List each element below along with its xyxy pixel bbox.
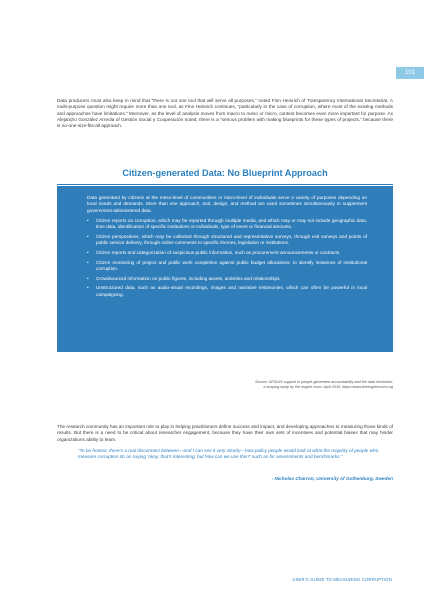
- bullet-text: Citizen monitoring of project and public work completion against public budget allocations, to identify instances of institutional corruption.: [96, 259, 367, 271]
- source-line-2: a scoping study by the engine room. April 2016, https://www.theengineroom.org: [263, 385, 393, 390]
- bullet-icon: •: [87, 275, 89, 281]
- bullet-icon: •: [87, 233, 89, 239]
- bullet-icon: •: [87, 217, 89, 223]
- list-item: [87, 218, 367, 231]
- quote-attribution: - Nicholas Charron, University of Gothenburg, Sweden: [271, 476, 393, 481]
- running-footer: USER’S GUIDE TO MEASURING CORRUPTION: [292, 577, 392, 582]
- pull-quote: “To be honest, there’s a real disconnect between—and I can see it very clearly—how policy people would look at what the majority of people who measure corruption do as saying ‘okay, that’s interesting, but how can we use this?’ such as for assessments and benchmarks.”: [78, 448, 379, 460]
- bullet-icon: •: [87, 259, 89, 265]
- title-rule: [57, 184, 393, 185]
- bullet-text: Citizen perspectives, which may be collected through structured and representative surveys, through exit surveys and points of public service delivery, through online comments to specific themes, legislation or institutions.: [96, 233, 367, 246]
- source-line-1: Source: DFID/JS support to people-generated accountability and the data revolution:: [255, 380, 393, 384]
- bullet-icon: •: [87, 285, 89, 291]
- section-title: Citizen-generated Data: No Blueprint Approach: [122, 168, 328, 178]
- intro-paragraph: Data producers must also keep in mind that “there is not one tool that will serve all purposes,” noted Finn Heinrich of Transparency International Secretariat. A multi-purpose question might require more than one tool, as Finn Heinrich continues, “particularly in the case of corruption, where most of the existing methods and approaches have limitations.” Moreover, as the level of analysis moves from macro to meso or micro, context becomes even more important for purpose. As Alejandro González Arreola of Gestión Social y Cooperación noted, there is a “serious problem with making blueprints for these types of projects,” because there is no-one-size-fits-all approach.: [57, 98, 393, 129]
- source-citation: [193, 380, 393, 390]
- info-box: [57, 186, 393, 352]
- list-item: [87, 250, 367, 256]
- bullet-text: Unstructured data, such as audio-visual recordings, images and narrative testimonies, which can often be powerful in local campaigning.: [96, 285, 367, 297]
- bullet-icon: •: [87, 249, 89, 255]
- list-item: [87, 276, 367, 282]
- bullet-text: Crowdsourced information on public figures, including assets, activities and relationships.: [96, 275, 281, 281]
- list-item: [87, 234, 367, 247]
- list-item: [87, 260, 367, 273]
- box-intro: Data generated by citizens at the meso-level of communities or micro-level of individuals serve a variety of purposes depending on local needs and demands. More than one approach, tool, design, and method are used sometimes simultaneously to supplement government-administered data.: [87, 195, 367, 213]
- bullet-text: Citizen reports and categorization of suspicious public information, such as procurement announcements or contracts.: [96, 249, 341, 255]
- bullet-list: [87, 218, 367, 298]
- bullet-text: Citizen reports on corruption, which may be reported through multiple media, and which may or may not include geographic data, time data, identification of specific institutions or individuals, type of event or financial amounts.: [96, 217, 367, 230]
- list-item: [87, 285, 367, 298]
- body-paragraph: The research community has an important role to play in helping practitioners define success and impact, and developing approaches to measuring those kinds of results. But there is a need to be critical about researcher engagement, because they have their own sets of incentives and potential biases that may hinder organizations ability to learn.: [57, 424, 393, 442]
- page-number: 101: [404, 70, 415, 76]
- page-number-tab: [396, 67, 424, 79]
